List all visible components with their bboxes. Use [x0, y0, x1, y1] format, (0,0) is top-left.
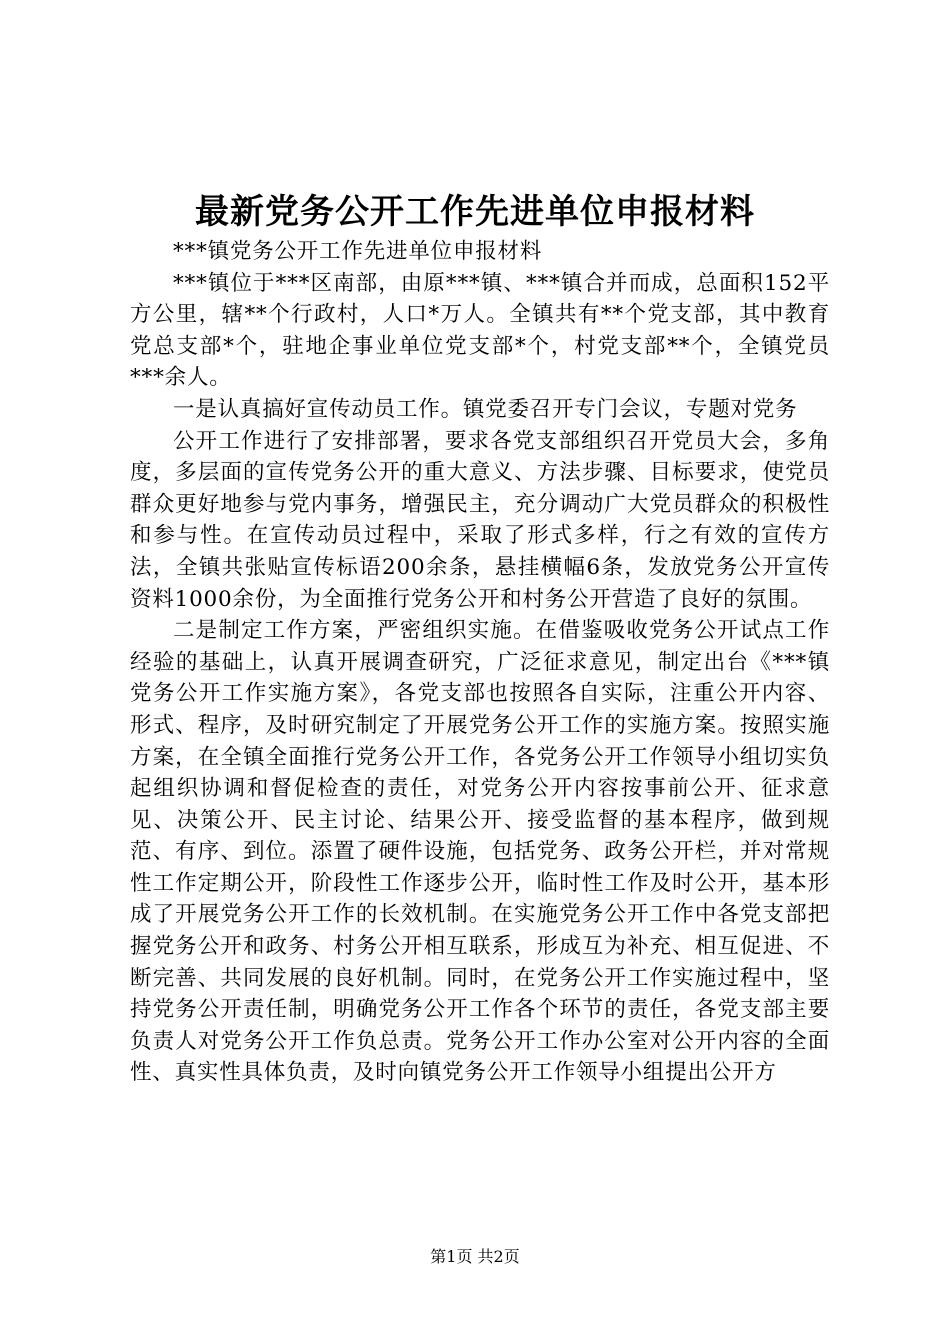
page-footer: 第1页 共2页	[430, 1247, 520, 1266]
intro-paragraph: ***镇位于***区南部，由原***镇、***镇合并而成，总面积152平方公里，辖**个行政村，人口*万人。全镇共有**个党支部，其中教育党总支部*个，驻地企事业单位党支部*个，村党支部**个，全镇党员***余人。	[130, 270, 830, 391]
document-title: 最新党务公开工作先进单位申报材料	[195, 192, 755, 232]
document-body	[130, 236, 830, 1089]
point-two-paragraph: 二是制定工作方案，严密组织实施。在借鉴吸收党务公开试点工作经验的基础上，认真开展调查研究，广泛征求意见，制定出台《***镇党务公开工作实施方案》，各党支部也按照各自实际，注重公开内容、形式、程序，及时研究制定了开展党务公开工作的实施方案。按照实施方案，在全镇全面推行党务公开工作，各党务公开工作领导小组切实负起组织协调和督促检查的责任，对党务公开内容按事前公开、征求意见、决策公开、民主讨论、结果公开、接受监督的基本程序，做到规范、有序、到位。添置了硬件设施，包括党务、政务公开栏，并对常规性工作定期公开，阶段性工作逐步公开，临时性工作及时公开，基本形成了开展党务公开工作的长效机制。在实施党务公开工作中各党支部把握党务公开和政务、村务公开相互联系，形成互为补充、相互促进、不断完善、共同发展的良好机制。同时，在党务公开工作实施过程中，坚持党务公开责任制，明确党务公开工作各个环节的责任，各党支部主要负责人对党务公开工作负总责。党务公开工作办公室对公开内容的全面性、真实性具体负责，及时向镇党务公开工作领导小组提出公开方	[130, 618, 830, 1086]
publicity-paragraph: 公开工作进行了安排部署，要求各党支部组织召开党员大会，多角度，多层面的宣传党务公开的重大意义、方法步骤、目标要求，使党员群众更好地参与党内事务，增强民主，充分调动广大党员群众的积极性和参与性。在宣传动员过程中，采取了形式多样，行之有效的宣传方法，全镇共张贴宣传标语200余条，悬挂横幅6条，发放党务公开宣传资料1000余份，为全面推行党务公开和村务公开营造了良好的氛围。	[130, 428, 830, 612]
point-one-paragraph: 一是认真搞好宣传动员工作。镇党委召开专门会议，专题对党务	[173, 396, 798, 422]
subtitle-paragraph: ***镇党务公开工作先进单位申报材料	[173, 239, 543, 264]
